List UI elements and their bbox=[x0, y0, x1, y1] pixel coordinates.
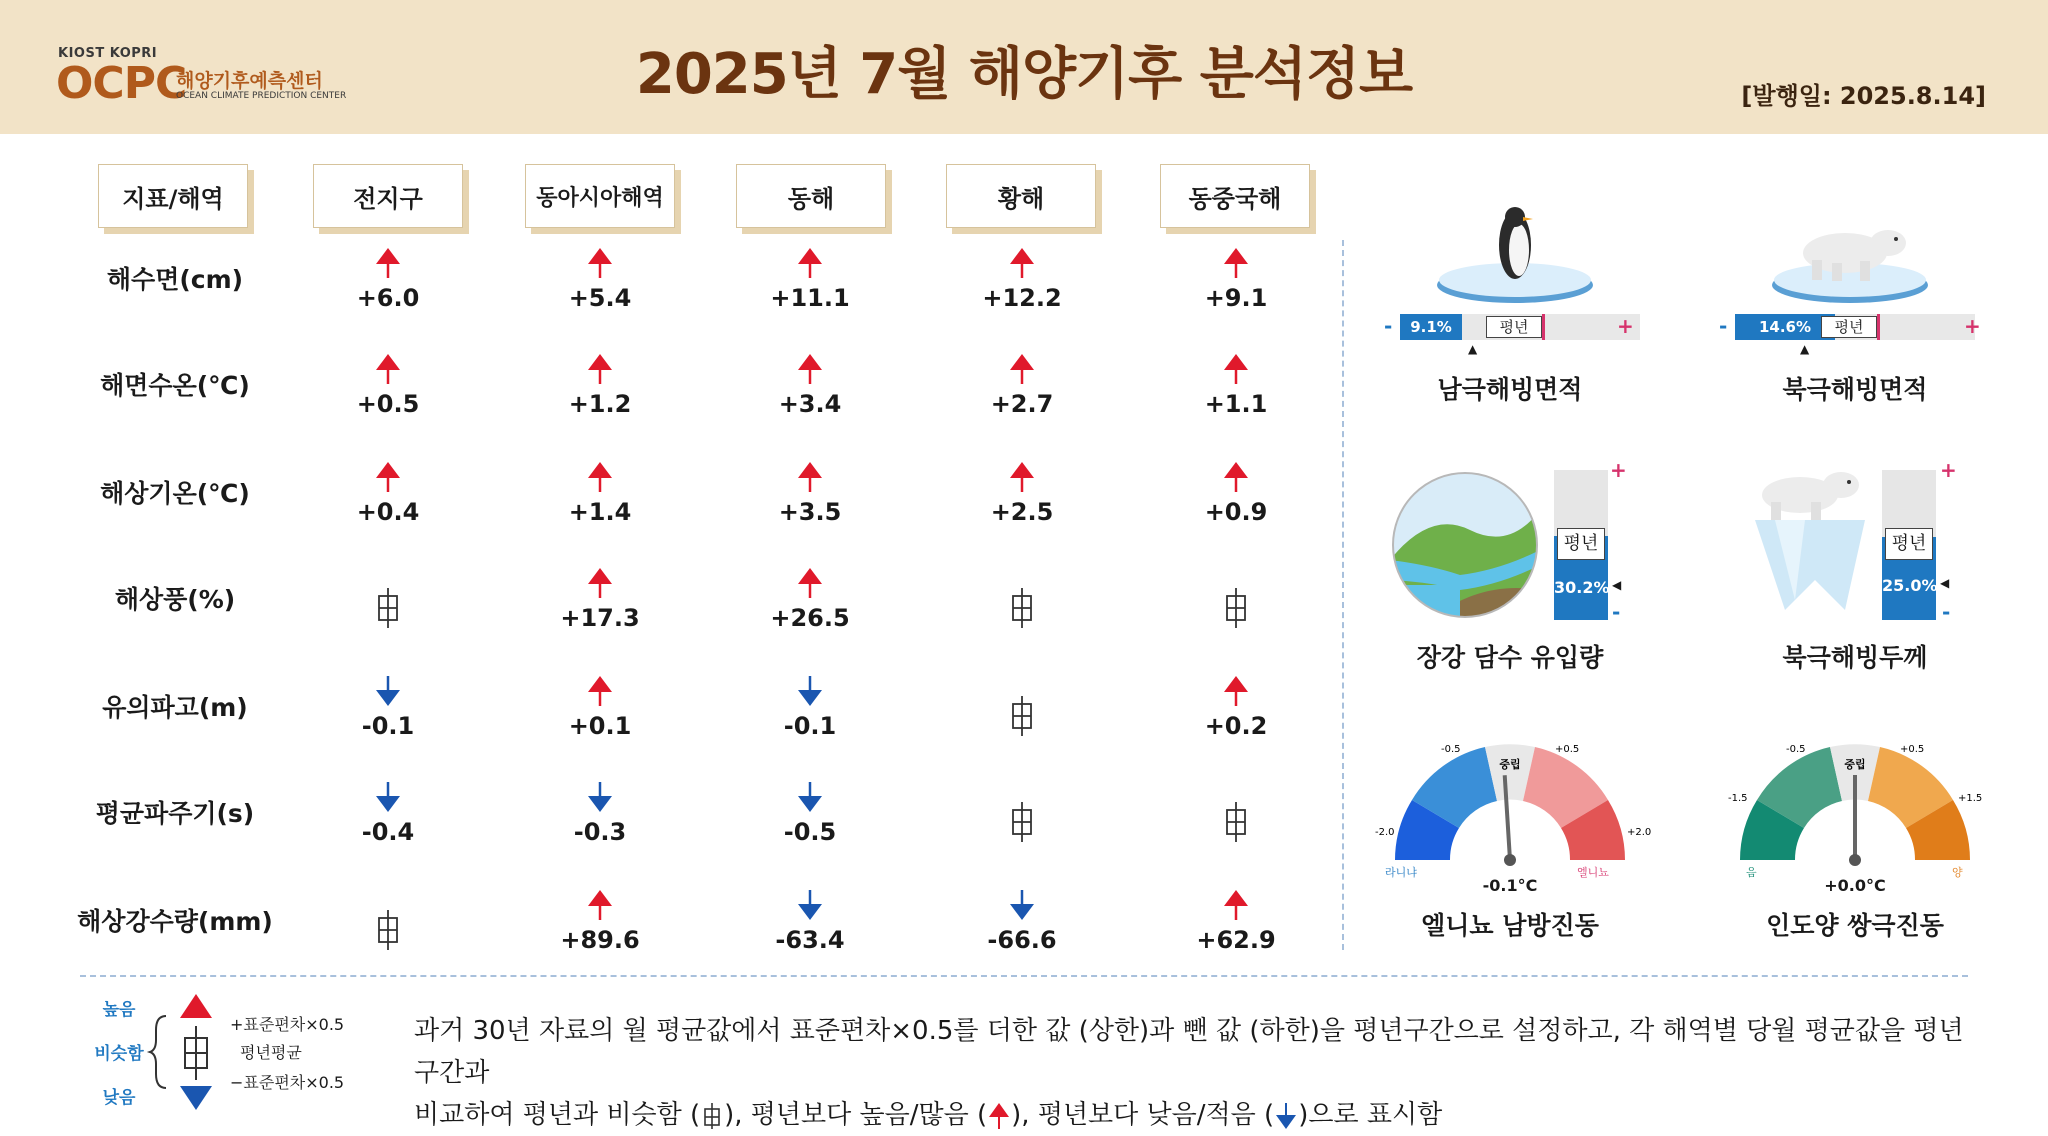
cell-value: +0.5 bbox=[356, 390, 420, 418]
antarctic-ice-value: 9.1% bbox=[1410, 318, 1452, 336]
cell-value: +62.9 bbox=[1196, 926, 1276, 954]
cell-east-china-sea bbox=[1156, 674, 1316, 750]
column-header-global: 전지구 bbox=[313, 164, 463, 228]
cell-global bbox=[308, 460, 468, 536]
cell-yellow-sea bbox=[942, 566, 1102, 642]
up-arrow-icon bbox=[1220, 460, 1252, 494]
changjiang-label: 장강 담수 유입량 bbox=[1416, 643, 1604, 672]
antarctic-pointer-icon: ▲ bbox=[1468, 342, 1478, 356]
cell-east-china-sea bbox=[1156, 780, 1316, 856]
enso-tick-1: -0.5 bbox=[1441, 744, 1461, 755]
cell-global bbox=[308, 888, 468, 964]
up-arrow-icon bbox=[1220, 674, 1252, 708]
antarctic-plus-sign: + bbox=[1617, 314, 1634, 338]
legend-similar: 비슷함 bbox=[94, 1044, 144, 1064]
cell-value: +26.5 bbox=[770, 604, 850, 632]
up-arrow-icon bbox=[1220, 352, 1252, 386]
arctic-ice-value: 14.6% bbox=[1758, 318, 1812, 336]
arctic-thickness-bar bbox=[1882, 470, 1936, 620]
down-arrow-icon bbox=[584, 780, 616, 814]
up-arrow-icon bbox=[1006, 352, 1038, 386]
up-arrow-icon bbox=[1220, 246, 1252, 280]
enso-tick-0: -2.0 bbox=[1375, 827, 1395, 838]
logo-english-name: OCEAN CLIMATE PREDICTION CENTER bbox=[176, 91, 347, 101]
up-arrow-icon bbox=[584, 246, 616, 280]
iod-right-name: 양 bbox=[1952, 866, 1963, 879]
cell-global bbox=[308, 566, 468, 642]
cell-east-china-sea bbox=[1156, 352, 1316, 428]
cell-yellow-sea bbox=[942, 780, 1102, 856]
column-header-east-asia: 동아시아해역 bbox=[525, 164, 675, 228]
cell-value: -63.4 bbox=[775, 926, 845, 954]
cell-value: +1.2 bbox=[568, 390, 632, 418]
arctic-thickness-value: 25.0% bbox=[1882, 576, 1938, 595]
cell-value: +3.5 bbox=[778, 498, 842, 526]
up-arrow-icon bbox=[1006, 460, 1038, 494]
down-arrow-icon bbox=[794, 674, 826, 708]
up-arrow-icon bbox=[584, 674, 616, 708]
cell-value: -0.4 bbox=[361, 818, 415, 846]
cell-east-asia bbox=[520, 246, 680, 322]
legend-symbol-icon bbox=[152, 990, 232, 1115]
legend bbox=[84, 990, 384, 1120]
page-title: 2025년 7월 해양기후 분석정보 bbox=[635, 42, 1413, 107]
down-arrow-icon bbox=[372, 674, 404, 708]
up-arrow-icon bbox=[794, 246, 826, 280]
cell-east-asia bbox=[520, 888, 680, 964]
arctic-thickness-normal-label: 평년 bbox=[1885, 528, 1933, 560]
up-arrow-icon bbox=[372, 352, 404, 386]
enso-tick-3: +2.0 bbox=[1627, 827, 1652, 838]
row-label: 해상풍(%) bbox=[114, 585, 236, 614]
up-arrow-icon bbox=[987, 1101, 1011, 1131]
up-arrow-icon bbox=[794, 352, 826, 386]
iod-tick-2: +0.5 bbox=[1900, 744, 1925, 755]
iceberg-bear-icon bbox=[1745, 460, 1875, 620]
normal-range-icon bbox=[1220, 800, 1252, 844]
up-arrow-icon bbox=[584, 566, 616, 600]
cell-value: +5.4 bbox=[568, 284, 632, 312]
cell-value: +1.1 bbox=[1204, 390, 1268, 418]
cell-value: +0.9 bbox=[1204, 498, 1268, 526]
cell-yellow-sea bbox=[942, 888, 1102, 964]
up-arrow-icon bbox=[372, 246, 404, 280]
horizontal-divider bbox=[80, 975, 1968, 977]
cell-value: +9.1 bbox=[1204, 284, 1268, 312]
cell-east-china-sea bbox=[1156, 566, 1316, 642]
legend-mean: 평년평균 bbox=[240, 1043, 302, 1062]
arctic-thickness-label: 북극해빙두께 bbox=[1782, 643, 1928, 672]
header-banner bbox=[0, 0, 2048, 134]
up-arrow-icon bbox=[1006, 246, 1038, 280]
cell-global bbox=[308, 780, 468, 856]
logo-mark: OCPC bbox=[56, 58, 187, 109]
cell-global bbox=[308, 246, 468, 322]
cell-value: +0.2 bbox=[1204, 712, 1268, 740]
column-header-east-sea: 동해 bbox=[736, 164, 886, 228]
row-label: 해면수온(℃) bbox=[100, 371, 250, 400]
cell-yellow-sea bbox=[942, 352, 1102, 428]
column-header-yellow-sea: 황해 bbox=[946, 164, 1096, 228]
antarctic-ice-normal-label: 평년 bbox=[1486, 316, 1542, 338]
arctic-ice-bar bbox=[1735, 314, 1975, 340]
cell-east-asia bbox=[520, 674, 680, 750]
iod-tick-1: -0.5 bbox=[1786, 744, 1806, 755]
cell-east-sea bbox=[730, 566, 890, 642]
antarctic-ice-label: 남극해빙면적 bbox=[1437, 375, 1583, 404]
cell-value: +3.4 bbox=[778, 390, 842, 418]
cell-value: -0.1 bbox=[783, 712, 837, 740]
cell-east-sea bbox=[730, 460, 890, 536]
iod-tick-0: -1.5 bbox=[1728, 793, 1748, 804]
cell-yellow-sea bbox=[942, 460, 1102, 536]
note-line-1: 과거 30년 자료의 월 평균값에서 표준편차×0.5를 더한 값 (상한)과 뺀 값 (하한)을 평년구간으로 설정하고, 각 해역별 당월 평균값을 평년구간과 bbox=[414, 1016, 1964, 1088]
arctic-thickness-plus-sign: + bbox=[1940, 458, 1957, 482]
row-label: 유의파고(m) bbox=[102, 693, 248, 722]
arctic-pointer-icon: ▲ bbox=[1800, 342, 1810, 356]
enso-left-name: 라니냐 bbox=[1385, 866, 1417, 879]
normal-range-icon bbox=[1220, 586, 1252, 630]
arctic-plus-sign: + bbox=[1964, 314, 1981, 338]
normal-range-icon bbox=[372, 586, 404, 630]
cell-value: +2.7 bbox=[990, 390, 1054, 418]
cell-east-china-sea bbox=[1156, 246, 1316, 322]
cell-value: +12.2 bbox=[982, 284, 1062, 312]
legend-high: 높음 bbox=[102, 1000, 136, 1020]
antarctic-minus-sign: - bbox=[1384, 314, 1393, 338]
cell-global bbox=[308, 674, 468, 750]
enso-neutral: 중립 bbox=[1499, 758, 1521, 771]
note-line-2: 비교하여 평년과 비슷함 ( ), 평년보다 높음/많음 ( ), 평년보다 낮음/적음 ( )으로 표시함 bbox=[414, 1100, 1443, 1130]
logo-org-text: KIOST KOPRI bbox=[58, 46, 158, 61]
iod-gauge bbox=[1720, 735, 1990, 885]
up-arrow-icon bbox=[584, 460, 616, 494]
arctic-minus-sign: - bbox=[1719, 314, 1728, 338]
row-label: 해수면(cm) bbox=[106, 265, 244, 294]
legend-lower-bound: −표준편차×0.5 bbox=[230, 1073, 345, 1092]
enso-label: 엘니뇨 남방진동 bbox=[1421, 911, 1599, 940]
cell-yellow-sea bbox=[942, 674, 1102, 750]
changjiang-minus-sign: - bbox=[1612, 600, 1621, 624]
up-arrow-icon bbox=[372, 460, 404, 494]
cell-value: +11.1 bbox=[770, 284, 850, 312]
row-label: 해상기온(℃) bbox=[100, 479, 250, 508]
methodology-note bbox=[414, 1010, 1974, 1136]
issue-date: [발행일: 2025.8.14] bbox=[1741, 82, 1986, 110]
down-arrow-icon bbox=[1006, 888, 1038, 922]
down-arrow-icon bbox=[1274, 1101, 1298, 1131]
changjiang-pointer-icon: ◀ bbox=[1612, 578, 1622, 592]
changjiang-value: 30.2% bbox=[1554, 578, 1610, 597]
iod-tick-3: +1.5 bbox=[1958, 793, 1983, 804]
row-label: 해상강수량(mm) bbox=[77, 907, 273, 936]
cell-east-asia bbox=[520, 352, 680, 428]
cell-value: +6.0 bbox=[356, 284, 420, 312]
antarctic-ice-bar bbox=[1400, 314, 1640, 340]
cell-east-sea bbox=[730, 246, 890, 322]
iod-value: +0.0°C bbox=[1824, 876, 1886, 895]
cell-yellow-sea bbox=[942, 246, 1102, 322]
down-arrow-icon bbox=[372, 780, 404, 814]
cell-east-sea bbox=[730, 352, 890, 428]
iod-left-name: 음 bbox=[1746, 866, 1757, 879]
iod-label: 인도양 쌍극진동 bbox=[1766, 911, 1944, 940]
cell-value: +0.1 bbox=[568, 712, 632, 740]
cell-east-asia bbox=[520, 566, 680, 642]
cell-east-asia bbox=[520, 460, 680, 536]
cell-value: -0.5 bbox=[783, 818, 837, 846]
cell-global bbox=[308, 352, 468, 428]
arctic-ice-label: 북극해빙면적 bbox=[1782, 375, 1928, 404]
penguin-icon bbox=[1435, 205, 1595, 305]
changjiang-normal-label: 평년 bbox=[1557, 528, 1605, 560]
arctic-ice-normal-label: 평년 bbox=[1821, 316, 1877, 338]
polar-bear-icon bbox=[1770, 205, 1930, 305]
up-arrow-icon bbox=[584, 888, 616, 922]
down-arrow-icon bbox=[794, 780, 826, 814]
cell-value: -0.3 bbox=[573, 818, 627, 846]
cell-value: +1.4 bbox=[568, 498, 632, 526]
legend-low: 낮음 bbox=[102, 1088, 136, 1108]
cell-east-china-sea bbox=[1156, 460, 1316, 536]
cell-east-sea bbox=[730, 888, 890, 964]
cell-value: -66.6 bbox=[987, 926, 1057, 954]
cell-value: +17.3 bbox=[560, 604, 640, 632]
enso-tick-2: +0.5 bbox=[1555, 744, 1580, 755]
cell-east-china-sea bbox=[1156, 888, 1316, 964]
vertical-divider bbox=[1342, 240, 1344, 950]
cell-value: +89.6 bbox=[560, 926, 640, 954]
normal-range-icon bbox=[700, 1101, 724, 1131]
normal-range-icon bbox=[1006, 694, 1038, 738]
normal-range-icon bbox=[1006, 586, 1038, 630]
column-header-indicator: 지표/해역 bbox=[98, 164, 248, 228]
row-label: 평균파주기(s) bbox=[95, 799, 255, 828]
cell-value: -0.1 bbox=[361, 712, 415, 740]
normal-range-icon bbox=[1006, 800, 1038, 844]
cell-value: +0.4 bbox=[356, 498, 420, 526]
column-header-east-china-sea: 동중국해 bbox=[1160, 164, 1310, 228]
up-arrow-icon bbox=[794, 460, 826, 494]
up-arrow-icon bbox=[794, 566, 826, 600]
normal-range-icon bbox=[372, 908, 404, 952]
enso-right-name: 엘니뇨 bbox=[1577, 866, 1609, 879]
arctic-thickness-minus-sign: - bbox=[1942, 600, 1951, 624]
cell-east-asia bbox=[520, 780, 680, 856]
enso-gauge bbox=[1375, 735, 1652, 885]
up-arrow-icon bbox=[1220, 888, 1252, 922]
enso-value: -0.1°C bbox=[1482, 876, 1538, 895]
iod-neutral: 중립 bbox=[1844, 758, 1866, 771]
river-landscape-icon bbox=[1390, 470, 1540, 620]
changjiang-plus-sign: + bbox=[1610, 458, 1627, 482]
down-arrow-icon bbox=[794, 888, 826, 922]
cell-value: +2.5 bbox=[990, 498, 1054, 526]
logo-korean-name: 해양기후예측센터 bbox=[176, 70, 323, 92]
up-arrow-icon bbox=[584, 352, 616, 386]
changjiang-bar bbox=[1554, 470, 1608, 620]
arctic-thickness-pointer-icon: ◀ bbox=[1940, 576, 1950, 590]
legend-upper-bound: +표준편차×0.5 bbox=[230, 1015, 345, 1034]
cell-east-sea bbox=[730, 780, 890, 856]
cell-east-sea bbox=[730, 674, 890, 750]
